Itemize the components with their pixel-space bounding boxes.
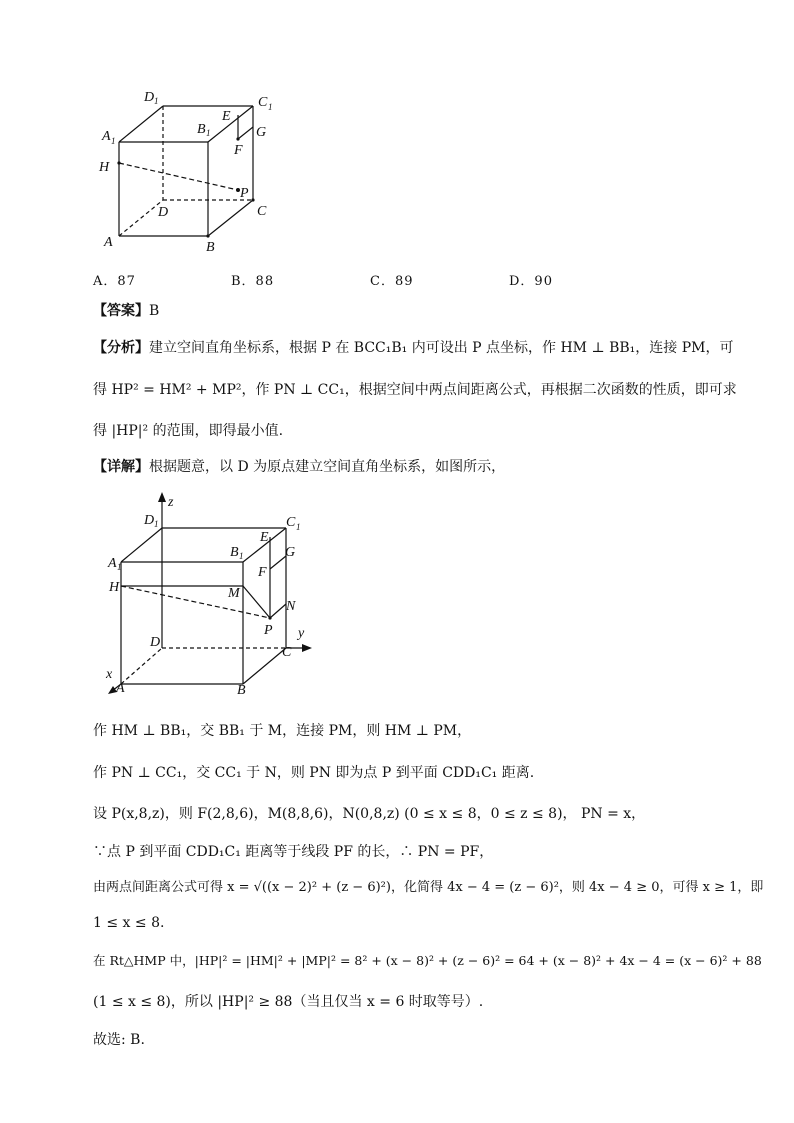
label2-h: H: [109, 580, 120, 595]
step-1: 作 HM ⊥ BB₁，交 BB₁ 于 M，连接 PM，则 HM ⊥ PM，: [93, 723, 472, 739]
label2-b1-sub: 1: [239, 551, 244, 561]
edge2-a1-d1: [121, 528, 162, 562]
point-b: [206, 234, 209, 237]
option-a: A．87: [93, 274, 136, 289]
label2-y: y: [298, 626, 305, 641]
label-d: D: [158, 205, 169, 220]
answer-line: [93, 302, 159, 320]
label-f: F: [234, 143, 243, 158]
label2-p: P: [264, 623, 273, 638]
label2-d1-sub: 1: [154, 519, 159, 529]
label-b1-sub: 1: [206, 128, 211, 138]
step-2: 作 PN ⊥ CC₁，交 CC₁ 于 N，则 PN 即为点 P 到平面 CDD₁C₁ 距离.: [93, 765, 535, 781]
segment2-f-g: [270, 556, 286, 569]
label-b: B: [206, 240, 215, 255]
point-h: [117, 161, 120, 164]
label2-e: E: [260, 530, 269, 545]
label2-c1: C: [286, 515, 296, 530]
label-c1-sub: 1: [268, 102, 273, 112]
label-p: P: [240, 186, 249, 201]
option-c: C．89: [370, 274, 414, 289]
step-6: 1 ≤ x ≤ 8.: [93, 915, 165, 931]
edge-b-c: [208, 200, 253, 236]
option-b: B．88: [231, 274, 275, 289]
step-9: 故选: B.: [93, 1032, 145, 1048]
label-h: H: [99, 160, 110, 175]
segment2-p-n: [270, 604, 286, 618]
label2-a1-sub: 1: [117, 562, 122, 572]
analysis-line-3: 得 |HP|² 的范围，即得最小值.: [93, 423, 284, 439]
edge-a-d-hidden: [119, 200, 163, 236]
point2-p: [268, 616, 271, 619]
label2-d: D: [150, 635, 161, 650]
step-3: 设 P(x,8,z)，则 F(2,8,6)，M(8,8,6)，N(0,8,z) (0 ≤ x ≤ 8，0 ≤ z ≤ 8)， PN = x，: [93, 806, 646, 822]
label2-z: z: [168, 495, 174, 510]
label2-m: M: [228, 586, 240, 601]
segment-f-g: [238, 127, 253, 139]
label2-g: G: [285, 545, 296, 560]
analysis-line-2: 得 HP² = HM² + MP²，作 PN ⊥ CC₁，根据空间中两点间距离公式，再根据二次函数的性质，即可求: [93, 382, 737, 398]
edge2-b-c: [243, 648, 286, 684]
analysis-text-1: 建立空间直角坐标系，根据 P 在 BCC₁B₁ 内可设出 P 点坐标，作 HM ⊥ BB₁，连接 PM，可: [149, 340, 734, 356]
answer-value: B: [149, 303, 160, 319]
label-a1: A: [102, 129, 111, 144]
option-d: D．90: [509, 274, 553, 289]
point-c: [251, 198, 254, 201]
edge-a1-d1: [119, 106, 163, 142]
axis-y-arrow: [302, 644, 312, 652]
step-7: 在 Rt△HMP 中，|HP|² = |HM|² + |MP|² = 8² + (x − 8)² + (z − 6)² = 64 + (x − 8)² + 4x − 4 = (x − 6)² + 88: [93, 953, 762, 968]
segment-h-p: [119, 163, 238, 190]
label2-f: F: [258, 565, 267, 580]
label-d1-sub: 1: [154, 96, 159, 106]
label2-d1: D: [144, 513, 155, 528]
step-5: 由两点间距离公式可得 x = √((x − 2)² + (z − 6)²)，化简得 4x − 4 = (z − 6)²，则 4x − 4 ≥ 0，可得 x ≥ 1，即: [93, 880, 764, 895]
label-c: C: [257, 204, 267, 219]
analysis-line-1: [93, 339, 733, 357]
edge2-a-d-hidden: [121, 648, 162, 684]
answer-tag: 【答案】: [93, 303, 149, 319]
label-e: E: [222, 109, 231, 124]
detail-line-1: [93, 458, 505, 476]
detail-text-1: 根据题意，以 D 为原点建立空间直角坐标系，如图所示，: [149, 459, 506, 475]
label2-c: C: [282, 645, 292, 660]
label-c1: C: [258, 95, 268, 110]
label2-b1: B: [230, 545, 239, 560]
label2-a: A: [116, 681, 125, 696]
cube-figure-1: [0, 0, 794, 270]
axis-z-arrow: [158, 492, 166, 502]
cube-figure-2: [0, 490, 794, 710]
label2-a1: A: [108, 556, 117, 571]
label-a: A: [104, 235, 113, 250]
label2-n: N: [286, 599, 296, 614]
analysis-tag: 【分析】: [93, 340, 149, 356]
point-f: [236, 137, 239, 140]
label2-b: B: [237, 683, 246, 698]
step-4: ∵点 P 到平面 CDD₁C₁ 距离等于线段 PF 的长，∴ PN = PF，: [93, 844, 494, 860]
label-g: G: [256, 125, 267, 140]
label2-c1-sub: 1: [296, 522, 301, 532]
label-b1: B: [197, 122, 206, 137]
detail-tag: 【详解】: [93, 459, 149, 475]
label-a1-sub: 1: [111, 136, 116, 146]
step-8: (1 ≤ x ≤ 8)，所以 |HP|² ≥ 88（当且仅当 x = 6 时取等号）.: [93, 994, 484, 1010]
label2-x: x: [106, 667, 113, 682]
label-d1: D: [144, 90, 155, 105]
